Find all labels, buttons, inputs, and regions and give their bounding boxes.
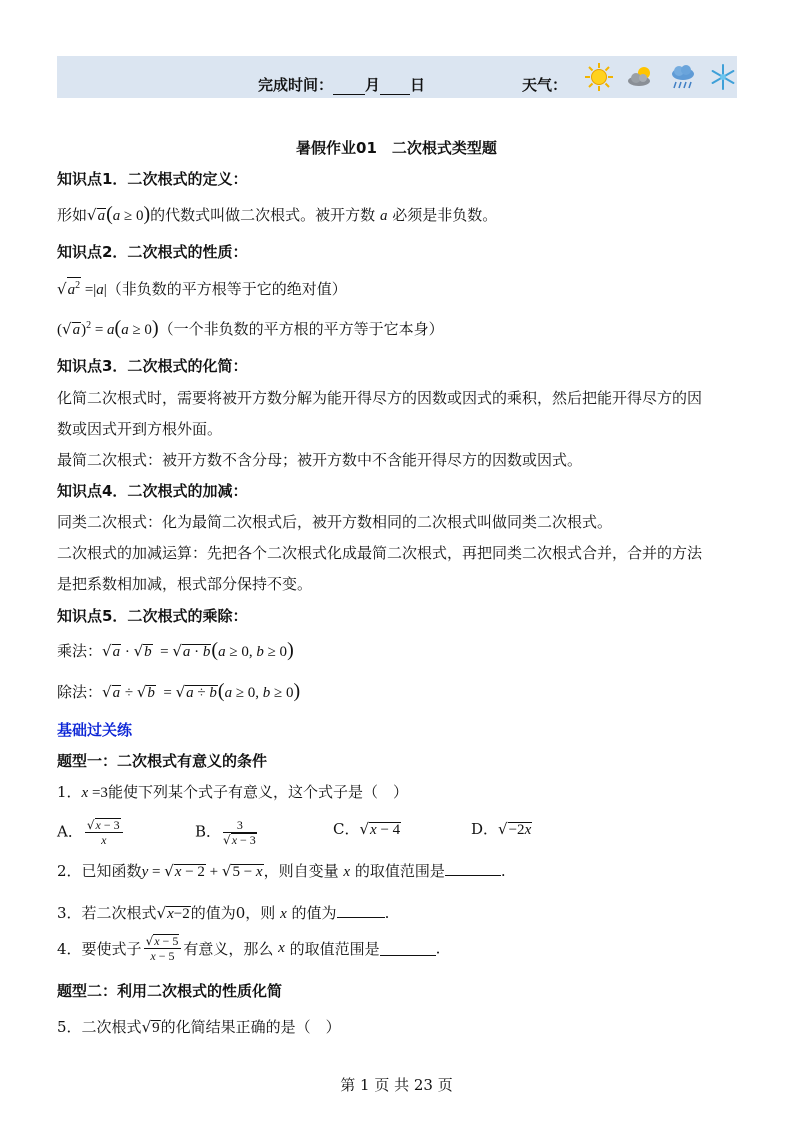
k4-text2: 二次根式的加减运算：先把各个二次根式化成最简二次根式，再把同类二次根式合并，合并的方法: [57, 544, 703, 562]
q3-post: 的值为0，则: [190, 904, 276, 922]
k4-text1: 同类二次根式：化为最简二次根式后，被开方数相同的二次根式叫做同类二次根式。: [57, 513, 613, 531]
opt-b-label: B．: [195, 822, 222, 841]
q1-cond: x =3: [81, 785, 108, 801]
q2-stem: [57, 860, 506, 881]
q2-num: 2．: [57, 862, 82, 880]
q2-answer-blank[interactable]: [445, 861, 501, 876]
mul-label: 乘法：: [57, 642, 103, 660]
opt-b-frac: $\frac{3}{√x - 3}$: [223, 818, 256, 847]
opt-a-frac: $\frac{√x - 3}{x}$: [85, 818, 123, 847]
q5-formula: √9: [141, 1018, 160, 1036]
k1-var: a: [379, 208, 388, 224]
k3-text2: 数或因式开到方根外面。: [57, 420, 223, 438]
section-heading: 基础过关练: [57, 721, 133, 739]
q4-post2: 的取值范围是: [289, 940, 380, 958]
mul-formula: √a · √b = √a · b(a ≥ 0, b ≥ 0): [102, 639, 294, 661]
q2-formula: y = √x − 2 + √5 − x: [141, 862, 263, 880]
k1-text: [57, 203, 497, 226]
page-title: 暑假作业01 二次根式类型题: [296, 139, 497, 157]
k1-heading: 知识点1．二次根式的定义：: [57, 170, 248, 188]
div-formula: √a ÷ √b = √a ÷ b(a ≥ 0, b ≥ 0): [102, 680, 301, 702]
q3-num: 3．: [57, 904, 82, 922]
k1-formula: √a(a ≥ 0): [87, 203, 151, 225]
opt-a-label: A．: [57, 822, 83, 841]
q5-post: 的化简结果正确的是（ ）: [160, 1018, 341, 1036]
q5-num: 5．: [57, 1018, 82, 1036]
page-footer: 第 1 页 共 23 页: [340, 1076, 453, 1094]
month-blank[interactable]: [333, 80, 365, 95]
q4-num: 4．: [57, 940, 82, 958]
q4-frac: $\frac{√x - 5}{x - 5}$: [144, 934, 182, 963]
day-label: 日: [410, 76, 426, 94]
k4-text3: 是把系数相加减，根式部分保持不变。: [57, 575, 313, 593]
partly-cloudy-icon: [626, 62, 656, 92]
q5-stem: [57, 1016, 341, 1037]
k3-text1: 化简二次根式时，需要将被开方数分解为能开得尽方的因数或因式的乘积，然后把能开得尽方的因: [57, 389, 703, 407]
k2-note1: （非负数的平方根等于它的绝对值）: [106, 280, 347, 298]
q1-stem: [57, 781, 408, 802]
q4-end: .: [435, 939, 441, 958]
q3-var: x: [280, 906, 287, 922]
k2-formula2: $(√a)^2 = a(a \ge 0)$: [57, 317, 159, 339]
k5-divide: [57, 680, 300, 703]
k2-prop1: [57, 277, 347, 299]
q2-post: ，则自变量: [263, 862, 339, 880]
q5-pre: 二次根式: [81, 1018, 142, 1036]
weather-label: 天气：: [522, 76, 568, 94]
k1-pre: 形如: [57, 206, 88, 224]
k1-end: 必须是非负数。: [392, 206, 498, 224]
q2-post2: 的取值范围是: [354, 862, 445, 880]
opt-d-expr: √−2x: [498, 820, 532, 838]
q4-post: 有意义，那么: [183, 940, 274, 958]
q3-end: .: [384, 904, 390, 922]
q1-option-d[interactable]: [471, 818, 532, 839]
opt-c-expr: √x − 4: [359, 820, 401, 838]
k5-multiply: [57, 639, 294, 662]
sun-icon: [584, 62, 614, 92]
opt-c-label: C．: [333, 820, 360, 838]
q1-option-c[interactable]: [333, 818, 401, 839]
k4-heading: 知识点4．二次根式的加减：: [57, 482, 248, 500]
q3-post2: 的值为: [291, 904, 337, 922]
q3-pre: 若二次根式: [81, 904, 157, 922]
month-label: 月: [365, 76, 381, 94]
k2-prop2: [57, 317, 444, 340]
day-blank[interactable]: [380, 80, 410, 95]
k2-formula1: $√a^2 =|a|$: [57, 282, 107, 298]
k1-post: 的代数式叫做二次根式。被开方数: [150, 206, 376, 224]
opt-d-label: D．: [471, 820, 499, 838]
q3-formula: √x−2: [156, 904, 190, 922]
q4-answer-blank[interactable]: [380, 941, 436, 956]
q1-text: 能使下列某个式子有意义，这个式子是（ ）: [107, 783, 408, 801]
q2-pre: 已知函数: [81, 862, 142, 880]
type1-heading: 题型一：二次根式有意义的条件: [57, 752, 268, 770]
k2-note2: （一个非负数的平方根的平方等于它本身）: [158, 320, 444, 338]
q3-stem: [57, 902, 389, 923]
q4-var: x: [278, 940, 285, 956]
snow-icon: [708, 62, 738, 92]
rain-icon: [668, 62, 698, 92]
type2-heading: 题型二：利用二次根式的性质化简: [57, 982, 283, 1000]
q1-option-b[interactable]: [195, 818, 259, 847]
q2-var: x: [343, 864, 351, 880]
k5-heading: 知识点5．二次根式的乘除：: [57, 607, 248, 625]
k3-text3: 最简二次根式：被开方数不含分母；被开方数中不含能开得尽方的因数或因式。: [57, 451, 583, 469]
completion-time: [258, 74, 425, 95]
q1-option-a[interactable]: [57, 818, 125, 847]
q1-num: 1．: [57, 783, 82, 801]
k3-heading: 知识点3．二次根式的化简：: [57, 357, 248, 375]
q4-stem: [57, 934, 440, 963]
k2-heading: 知识点2．二次根式的性质：: [57, 243, 248, 261]
q3-answer-blank[interactable]: [337, 903, 385, 918]
q4-pre: 要使式子: [81, 940, 142, 958]
time-label: 完成时间：: [258, 76, 334, 94]
div-label: 除法：: [57, 683, 103, 701]
q2-end: .: [500, 862, 506, 880]
